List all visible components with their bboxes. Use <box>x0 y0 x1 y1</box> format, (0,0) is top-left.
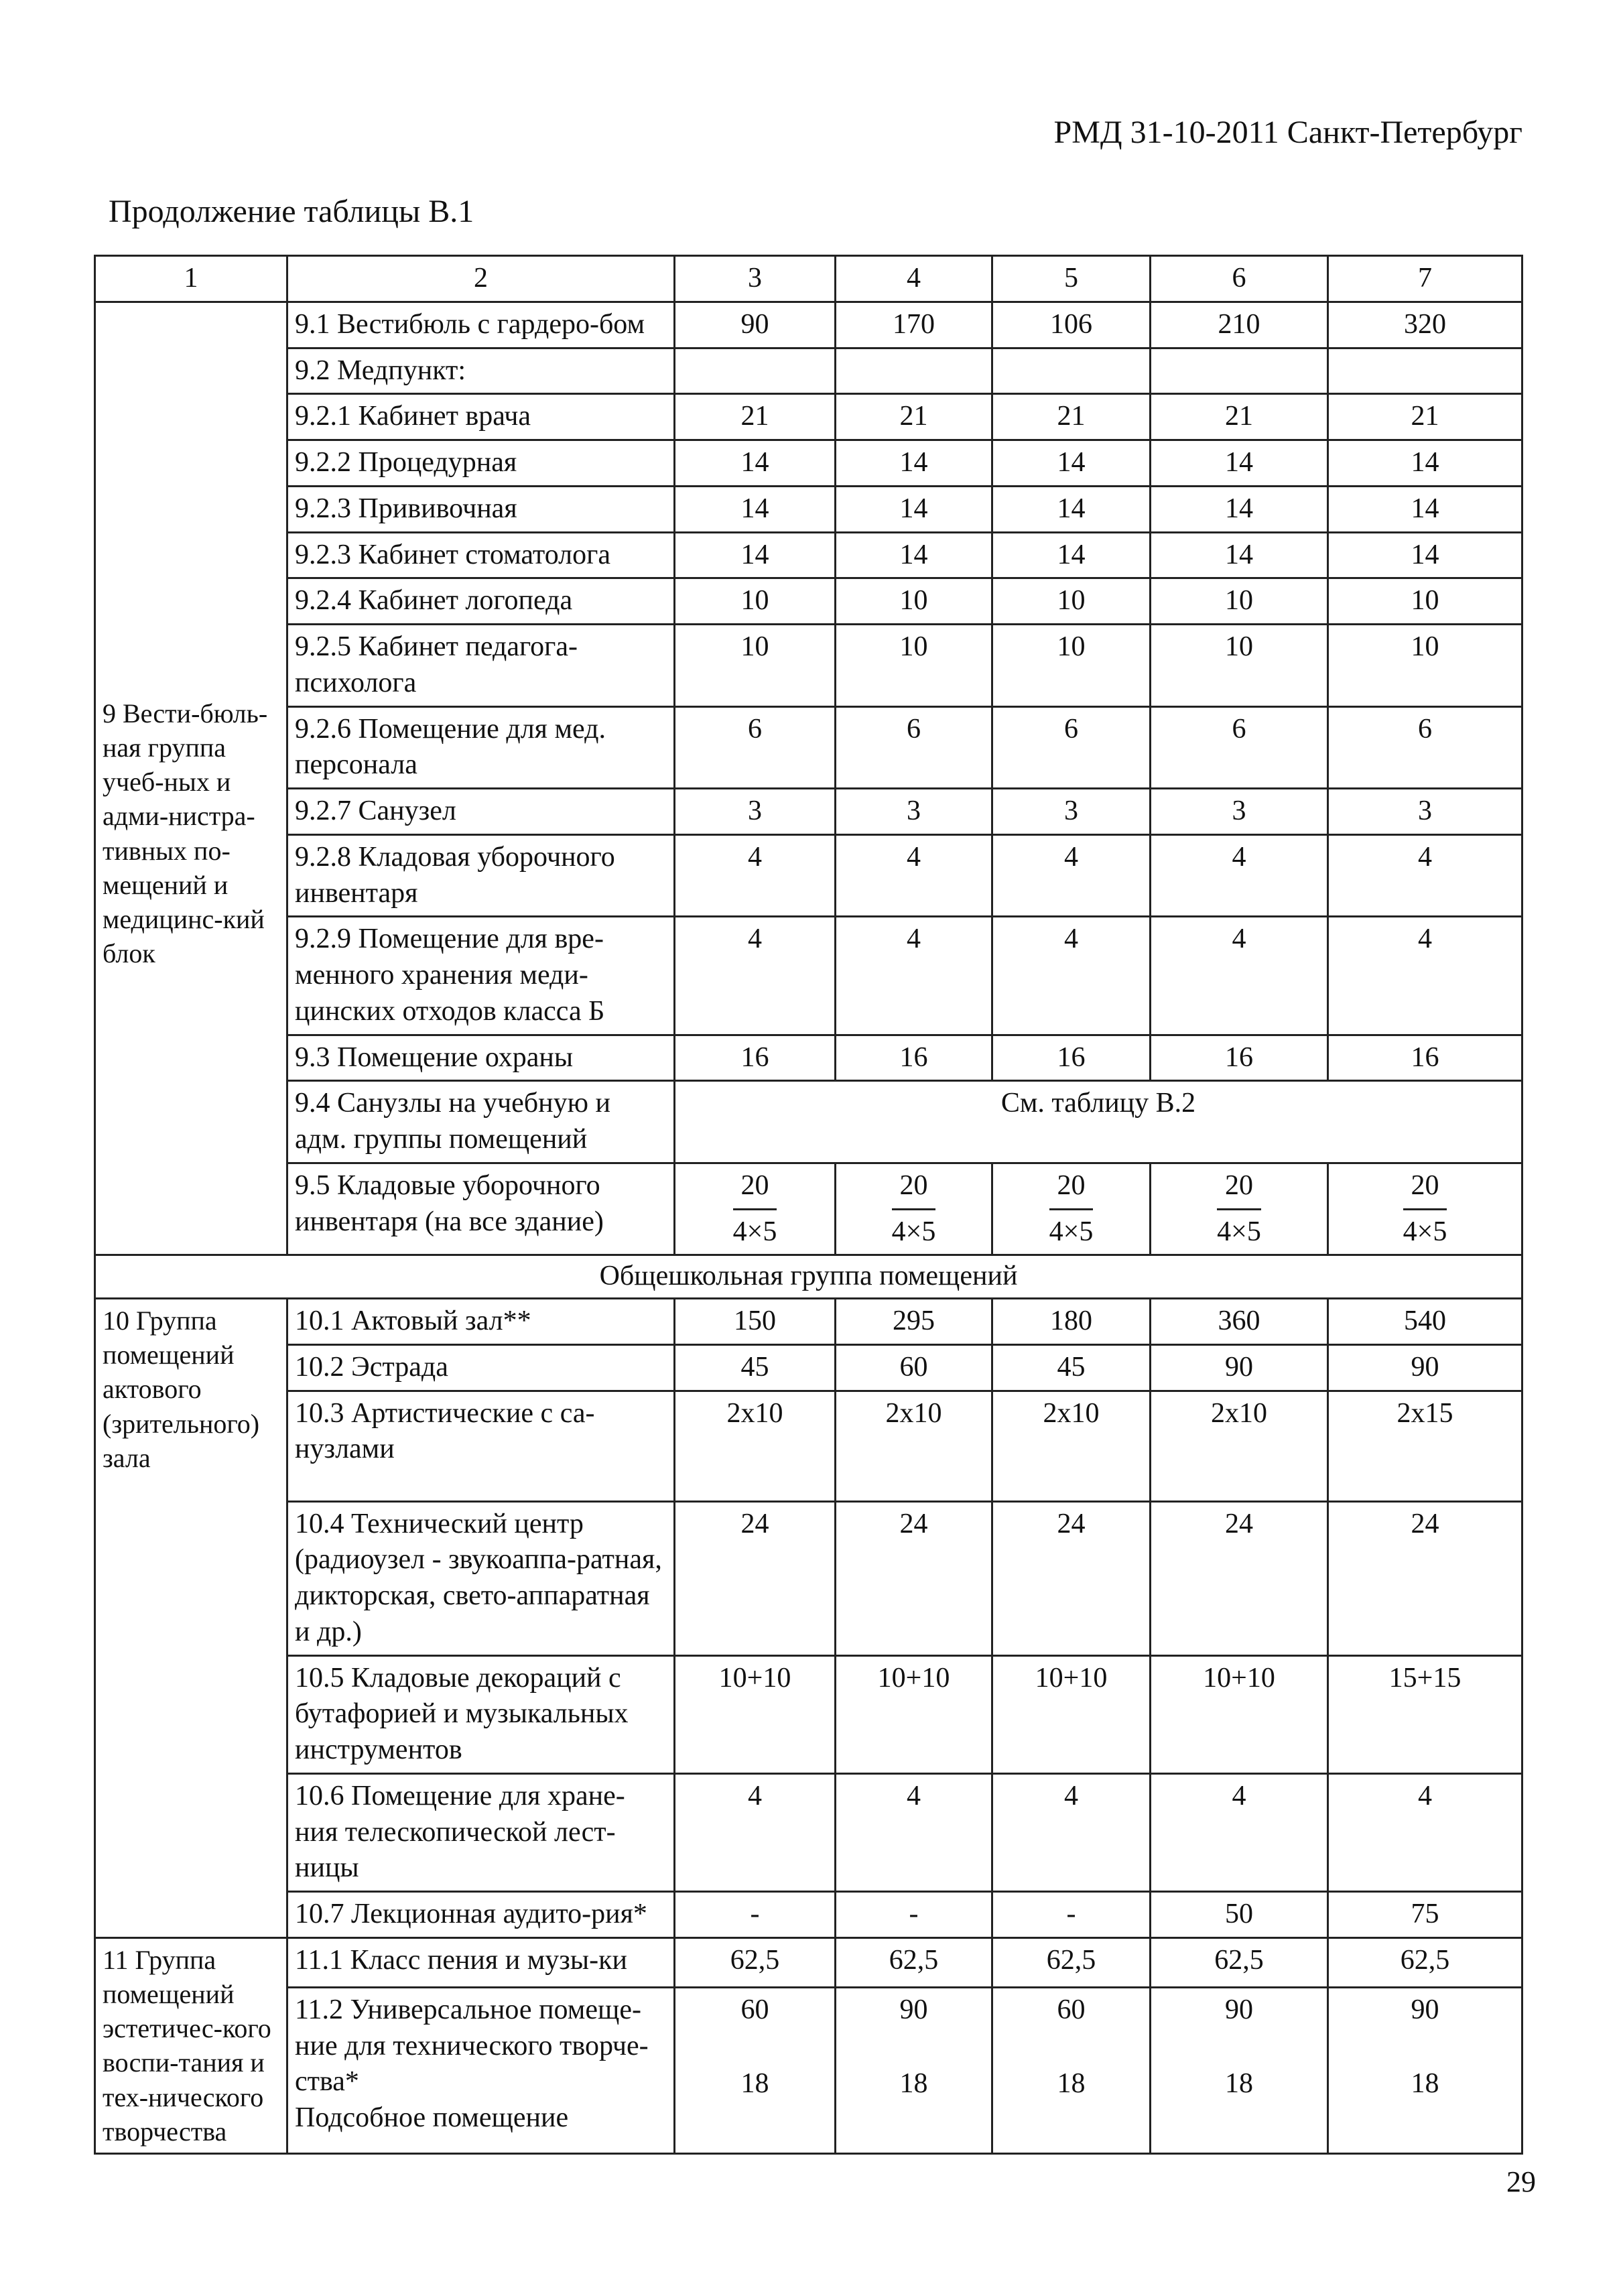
table-row <box>95 789 1522 835</box>
value-cell <box>992 1987 1151 2153</box>
value: 18 <box>1057 2067 1086 2099</box>
table-row <box>95 486 1522 532</box>
value-cell: 150 <box>675 1299 836 1345</box>
table-row <box>95 1501 1522 1655</box>
room-name: 9.2.9 Помещение для вре-менного хранения меди-цинских отходов класса Б <box>287 917 675 1035</box>
value-cell: 360 <box>1151 1299 1328 1345</box>
room-name: 9.2.7 Санузел <box>287 789 675 835</box>
table-row <box>95 532 1522 578</box>
value-cell: 10+10 <box>836 1655 992 1773</box>
value-cell: 4 <box>1151 1773 1328 1891</box>
value-cell: 2х15 <box>1328 1391 1522 1501</box>
value-cell: 24 <box>992 1501 1151 1655</box>
room-name: 9.2.2 Процедурная <box>287 440 675 487</box>
value-cell: 45 <box>992 1344 1151 1391</box>
value: 18 <box>740 2067 769 2099</box>
value-cell: 10 <box>836 625 992 707</box>
value-cell: 62,5 <box>1328 1937 1522 1987</box>
table-row <box>95 1391 1522 1501</box>
value-cell: 10 <box>675 578 836 625</box>
reference-note: См. таблицу В.2 <box>675 1081 1522 1163</box>
value-cell: 4 <box>836 1773 992 1891</box>
value-cell: 2х10 <box>675 1391 836 1501</box>
value-cell: 16 <box>675 1035 836 1081</box>
value-cell: 21 <box>1151 394 1328 440</box>
value-cell: 45 <box>675 1344 836 1391</box>
table-continuation-caption: Продолжение таблицы В.1 <box>109 194 474 229</box>
value-cell: 62,5 <box>992 1937 1151 1987</box>
value-cell: 10 <box>675 625 836 707</box>
value-cell: 10 <box>1328 625 1522 707</box>
room-name: 9.2.3 Прививочная <box>287 486 675 532</box>
value-cell: 3 <box>836 789 992 835</box>
column-header: 4 <box>836 256 992 302</box>
table-row <box>95 917 1522 1035</box>
value-cell: 14 <box>1151 440 1328 487</box>
value-cell: 50 <box>1151 1892 1328 1938</box>
value: 60 <box>1057 1994 1086 2025</box>
room-name: 9.2.8 Кладовая уборочного инвентаря <box>287 834 675 917</box>
section-row <box>95 1255 1522 1299</box>
value-cell: 295 <box>836 1299 992 1345</box>
value-cell: 15+15 <box>1328 1655 1522 1773</box>
table-row <box>95 625 1522 707</box>
table-row <box>95 440 1522 487</box>
fraction <box>892 1168 936 1251</box>
fraction-numerator: 20 <box>1217 1168 1261 1210</box>
table-row <box>95 578 1522 625</box>
value-cell: 24 <box>1328 1501 1522 1655</box>
column-header: 2 <box>287 256 675 302</box>
value-cell: 21 <box>992 394 1151 440</box>
value-cell: 4 <box>992 1773 1151 1891</box>
table-row <box>95 1892 1522 1938</box>
value: 90 <box>1225 1994 1253 2025</box>
table-row <box>95 1655 1522 1773</box>
value-cell: - <box>836 1892 992 1938</box>
spacer <box>843 2029 984 2066</box>
fraction-cell <box>1151 1163 1328 1255</box>
value-cell: 2х10 <box>992 1391 1151 1501</box>
value: 90 <box>1411 1994 1439 2025</box>
room-name: 9.2 Медпункт: <box>287 348 675 394</box>
value-cell: 106 <box>992 302 1151 348</box>
column-header: 5 <box>992 256 1151 302</box>
room-name: 10.7 Лекционная аудито-рия* <box>287 1892 675 1938</box>
value: 18 <box>1411 2067 1439 2099</box>
value-cell: 4 <box>1328 917 1522 1035</box>
value-cell: - <box>675 1892 836 1938</box>
value-cell: 6 <box>992 706 1151 789</box>
table-row <box>95 1081 1522 1163</box>
value-cell: 90 <box>1151 1344 1328 1391</box>
table-row <box>95 1344 1522 1391</box>
value-cell: 21 <box>1328 394 1522 440</box>
spacer <box>682 2029 828 2066</box>
value-cell: 170 <box>836 302 992 348</box>
value-cell <box>1328 1987 1522 2153</box>
table-row <box>95 834 1522 917</box>
value-cell: 14 <box>992 440 1151 487</box>
value-cell: 6 <box>675 706 836 789</box>
value-cell: 320 <box>1328 302 1522 348</box>
value-cell: 14 <box>1328 440 1522 487</box>
value-cell: 10 <box>1151 578 1328 625</box>
room-name: 9.2.4 Кабинет логопеда <box>287 578 675 625</box>
value-cell <box>836 348 992 394</box>
table-row <box>95 1299 1522 1345</box>
value-cell: 14 <box>675 532 836 578</box>
value-cell: 4 <box>1328 834 1522 917</box>
fraction-denominator: 4×5 <box>732 1216 777 1247</box>
value-cell: 14 <box>1328 486 1522 532</box>
room-name: 10.6 Помещение для хране-ния телескопической лест-ницы <box>287 1773 675 1891</box>
value-cell: 4 <box>836 834 992 917</box>
value-cell: 14 <box>992 532 1151 578</box>
value-cell <box>836 1987 992 2153</box>
value-cell: 6 <box>1151 706 1328 789</box>
value-cell: 10 <box>992 625 1151 707</box>
room-name: Подсобное помещение <box>295 2102 569 2134</box>
room-name: 9.2.5 Кабинет педагога-психолога <box>287 625 675 707</box>
room-name: 11.1 Класс пения и музы-ки <box>287 1937 675 1987</box>
column-header: 1 <box>95 256 287 302</box>
room-name: 9.5 Кладовые уборочного инвентаря (на все здание) <box>287 1163 675 1255</box>
fraction-denominator: 4×5 <box>1403 1216 1447 1247</box>
value-cell: 24 <box>1151 1501 1328 1655</box>
value-cell: 16 <box>992 1035 1151 1081</box>
value-cell: 10 <box>836 578 992 625</box>
table-row <box>95 706 1522 789</box>
fraction <box>1049 1168 1094 1251</box>
value-cell: 24 <box>836 1501 992 1655</box>
value-cell: 10+10 <box>992 1655 1151 1773</box>
value-cell: 90 <box>1328 1344 1522 1391</box>
value-cell: 10 <box>992 578 1151 625</box>
fraction-denominator: 4×5 <box>1217 1216 1261 1247</box>
table-row <box>95 394 1522 440</box>
fraction-denominator: 4×5 <box>891 1216 936 1247</box>
value-cell: 4 <box>1328 1773 1522 1891</box>
value-cell: 4 <box>675 917 836 1035</box>
table-row <box>95 1937 1522 1987</box>
spacer <box>1158 2029 1320 2066</box>
value-cell: 14 <box>836 486 992 532</box>
rooms-table <box>94 255 1523 2155</box>
fraction <box>1403 1168 1447 1251</box>
value-cell: 6 <box>1328 706 1522 789</box>
value-cell: 16 <box>836 1035 992 1081</box>
value-cell <box>992 348 1151 394</box>
value-cell: 14 <box>1151 532 1328 578</box>
fraction-denominator: 4×5 <box>1049 1216 1094 1247</box>
value-cell: 2х10 <box>836 1391 992 1501</box>
value-cell: 16 <box>1151 1035 1328 1081</box>
fraction-numerator: 20 <box>1403 1168 1447 1210</box>
value-cell: 10 <box>1151 625 1328 707</box>
column-header-row <box>95 256 1522 302</box>
value-cell: 3 <box>992 789 1151 835</box>
room-name: 9.2.6 Помещение для мед. персонала <box>287 706 675 789</box>
value-cell: 4 <box>675 1773 836 1891</box>
value-cell: 2х10 <box>1151 1391 1328 1501</box>
column-header: 7 <box>1328 256 1522 302</box>
value-cell: 16 <box>1328 1035 1522 1081</box>
value-cell: 62,5 <box>1151 1937 1328 1987</box>
room-name: 9.3 Помещение охраны <box>287 1035 675 1081</box>
value-cell <box>675 1987 836 2153</box>
value-cell: 4 <box>675 834 836 917</box>
value-cell: 10+10 <box>1151 1655 1328 1773</box>
fraction <box>733 1168 777 1251</box>
value-cell: 14 <box>675 440 836 487</box>
value-cell: 540 <box>1328 1299 1522 1345</box>
room-name-cell <box>287 1987 675 2153</box>
fraction-numerator: 20 <box>733 1168 777 1210</box>
section-title: Общешкольная группа помещений <box>95 1255 1522 1299</box>
fraction <box>1217 1168 1261 1251</box>
value-cell: 14 <box>675 486 836 532</box>
column-header: 6 <box>1151 256 1328 302</box>
page-number: 29 <box>1506 2165 1536 2198</box>
table-row <box>95 1035 1522 1081</box>
value-cell: 14 <box>1151 486 1328 532</box>
value-cell: 10+10 <box>675 1655 836 1773</box>
value-cell <box>675 348 836 394</box>
value-cell: 14 <box>836 532 992 578</box>
spacer <box>1336 2029 1514 2066</box>
group-label: 10 Группа помещений актового (зрительного) зала <box>95 1299 287 1938</box>
value: 18 <box>899 2067 928 2099</box>
table-row <box>95 1987 1522 2153</box>
room-name: 10.2 Эстрада <box>287 1344 675 1391</box>
value-cell: 14 <box>1328 532 1522 578</box>
value-cell: 14 <box>992 486 1151 532</box>
value-cell: 3 <box>1151 789 1328 835</box>
value-cell: 4 <box>836 917 992 1035</box>
table-row <box>95 1163 1522 1255</box>
value-cell: 21 <box>836 394 992 440</box>
room-name: 9.2.1 Кабинет врача <box>287 394 675 440</box>
fraction-numerator: 20 <box>892 1168 936 1210</box>
value-cell: 62,5 <box>836 1937 992 1987</box>
room-name: 9.4 Санузлы на учебную и адм. группы помещений <box>287 1081 675 1163</box>
value-cell: 4 <box>1151 834 1328 917</box>
value-cell: 4 <box>992 834 1151 917</box>
value-cell: 24 <box>675 1501 836 1655</box>
fraction-cell <box>992 1163 1151 1255</box>
value-cell: 6 <box>836 706 992 789</box>
table-row <box>95 348 1522 394</box>
value-cell: 180 <box>992 1299 1151 1345</box>
table-row <box>95 1773 1522 1891</box>
room-name: 10.3 Артистические с са-нузлами <box>287 1391 675 1501</box>
document-reference: РМД 31-10-2011 Санкт-Петербург <box>1053 115 1522 150</box>
value-cell: 14 <box>836 440 992 487</box>
value: 60 <box>740 1994 769 2025</box>
fraction-cell <box>836 1163 992 1255</box>
value-cell: 75 <box>1328 1892 1522 1938</box>
room-name: 10.1 Актовый зал** <box>287 1299 675 1345</box>
spacer <box>1000 2029 1143 2066</box>
table-row <box>95 302 1522 348</box>
value-cell: - <box>992 1892 1151 1938</box>
group-label: 11 Группа помещений эстетичес-кого воспи-тания и тех-нического творчества <box>95 1937 287 2153</box>
value-cell <box>1151 1987 1328 2153</box>
value-cell: 21 <box>675 394 836 440</box>
room-name: 10.4 Технический центр (радиоузел - звукоаппа-ратная, дикторская, свето-аппаратная и др.) <box>287 1501 675 1655</box>
value-cell <box>1328 348 1522 394</box>
room-name: 9.1 Вестибюль с гардеро-бом <box>287 302 675 348</box>
room-name: 9.2.3 Кабинет стоматолога <box>287 532 675 578</box>
value-cell: 10 <box>1328 578 1522 625</box>
fraction-cell <box>1328 1163 1522 1255</box>
value: 18 <box>1225 2067 1253 2099</box>
value-cell: 60 <box>836 1344 992 1391</box>
value-cell <box>1151 348 1328 394</box>
value-cell: 62,5 <box>675 1937 836 1987</box>
value-cell: 90 <box>675 302 836 348</box>
fraction-cell <box>675 1163 836 1255</box>
room-name: 11.2 Универсальное помеще-ние для технического творче-ства* <box>295 1994 649 2098</box>
value-cell: 3 <box>675 789 836 835</box>
fraction-numerator: 20 <box>1049 1168 1094 1210</box>
column-header: 3 <box>675 256 836 302</box>
value: 90 <box>899 1994 928 2025</box>
value-cell: 4 <box>1151 917 1328 1035</box>
value-cell: 4 <box>992 917 1151 1035</box>
group-label: 9 Вести-бюль-ная группа учеб-ных и адми-нистра-тивных по-мещений и медицинс-кий блок <box>95 302 287 1255</box>
room-name: 10.5 Кладовые декораций с бутафорией и музыкальных инструментов <box>287 1655 675 1773</box>
value-cell: 3 <box>1328 789 1522 835</box>
value-cell: 210 <box>1151 302 1328 348</box>
